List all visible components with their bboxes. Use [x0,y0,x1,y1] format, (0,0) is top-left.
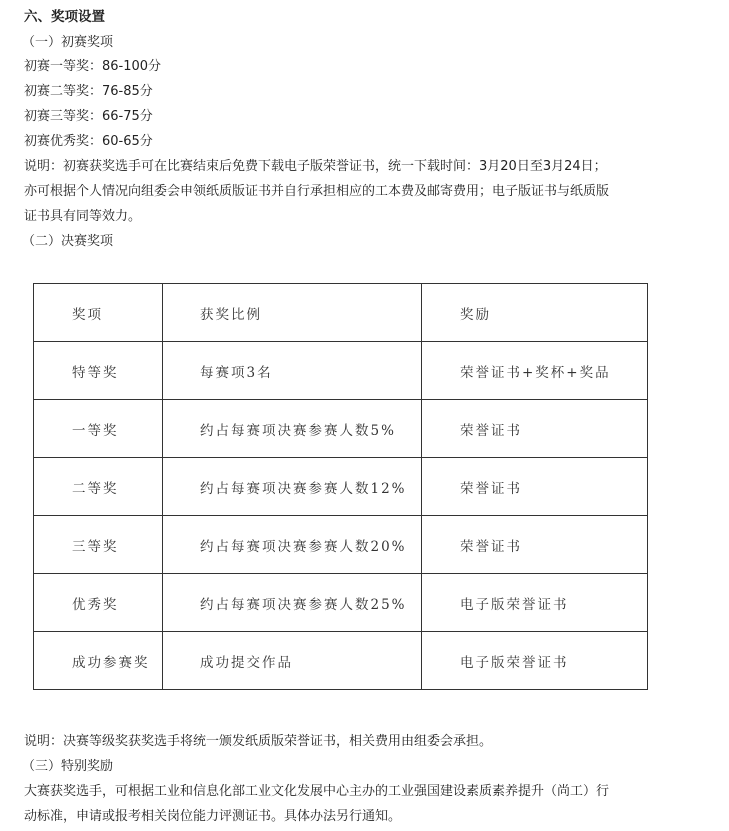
award-ratio: 约占每赛项决赛参赛人数5% [163,400,422,458]
award-name: 特等奖 [34,342,163,400]
table-row [34,342,648,400]
final-awards-table [33,283,648,690]
award-name: 一等奖 [34,400,163,458]
prelim-item-4: 初赛优秀奖：60-65分 [24,134,153,149]
table-row [34,458,648,516]
header-award: 奖项 [34,284,163,342]
award-ratio: 约占每赛项决赛参赛人数25% [163,574,422,632]
award-ratio: 约占每赛项决赛参赛人数12% [163,458,422,516]
table-row [34,400,648,458]
award-ratio: 成功提交作品 [163,632,422,690]
final-heading: （二）决赛奖项 [22,234,114,249]
table-row [34,516,648,574]
award-reward: 荣誉证书 [422,516,648,574]
award-reward: 荣誉证书 [422,458,648,516]
award-reward: 电子版荣誉证书 [422,574,648,632]
table-row [34,632,648,690]
prelim-item-3: 初赛三等奖：66-75分 [24,109,153,124]
section-title: 六、奖项设置 [24,9,105,25]
table-header-row [34,284,648,342]
prelim-item-2: 初赛二等奖：76-85分 [24,84,153,99]
final-note: 说明：决赛等级奖获奖选手将统一颁发纸质版荣誉证书，相关费用由组委会承担。 [24,734,493,749]
prelim-item-1: 初赛一等奖：86-100分 [24,59,162,74]
award-ratio: 约占每赛项决赛参赛人数20% [163,516,422,574]
award-ratio: 每赛项3名 [163,342,422,400]
special-line-2: 动标准，申请或报考相关岗位能力评测证书。具体办法另行通知。 [24,809,402,824]
award-name: 二等奖 [34,458,163,516]
header-ratio: 获奖比例 [163,284,422,342]
special-line-1: 大赛获奖选手，可根据工业和信息化部工业文化发展中心主办的工业强国建设素质素养提升（尚工）行 [24,784,610,799]
prelim-note-line-1: 说明：初赛获奖选手可在比赛结束后免费下载电子版荣誉证书，统一下载时间：3月20日至3月24日； [24,159,607,174]
prelim-note-line-3: 证书具有同等效力。 [24,209,142,224]
prelim-note-line-2: 亦可根据个人情况向组委会申领纸质版证书并自行承担相应的工本费及邮寄费用；电子版证书与纸质版 [24,184,610,199]
award-reward: 电子版荣誉证书 [422,632,648,690]
header-reward: 奖励 [422,284,648,342]
table-row [34,574,648,632]
award-name: 成功参赛奖 [34,632,163,690]
prelim-heading: （一）初赛奖项 [22,35,114,50]
award-name: 优秀奖 [34,574,163,632]
award-reward: 荣誉证书+奖杯+奖品 [422,342,648,400]
award-name: 三等奖 [34,516,163,574]
special-heading: （三）特别奖励 [22,759,114,774]
award-reward: 荣誉证书 [422,400,648,458]
